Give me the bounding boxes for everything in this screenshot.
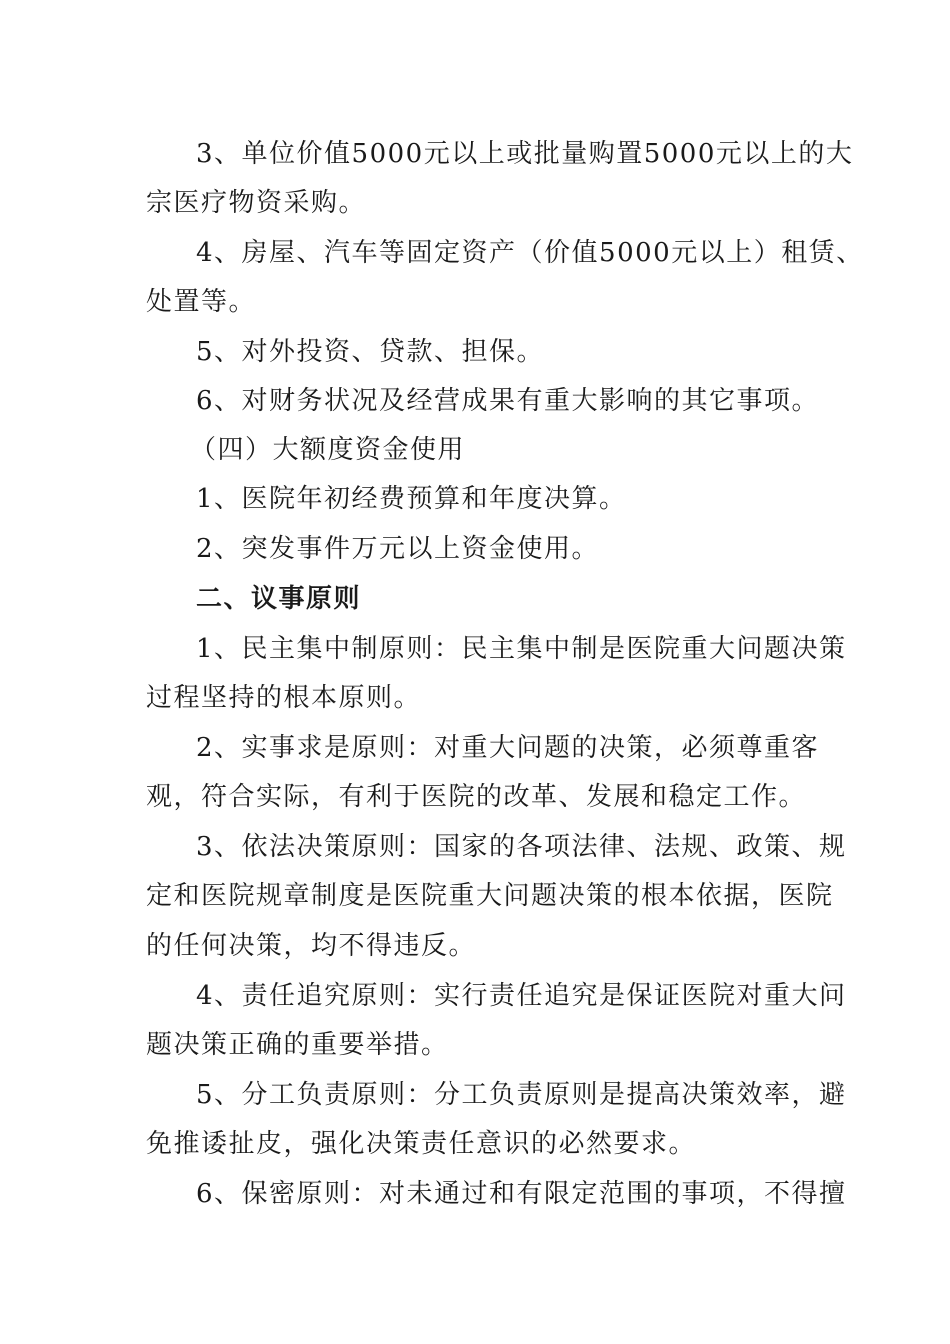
text-line: 1、医院年初经费预算和年度决算。 [196, 484, 627, 514]
text-line: 4、房屋、汽车等固定资产（价值5000元以上）租赁、 [196, 238, 864, 268]
text-line: 6、保密原则：对未通过和有限定范围的事项，不得擅 [196, 1179, 847, 1209]
text-line: 4、责任追究原则：实行责任追究是保证医院对重大问 [196, 981, 847, 1011]
subsection-heading: （四）大额度资金使用 [190, 435, 466, 465]
text-line: 2、实事求是原则：对重大问题的决策，必须尊重客 [196, 733, 820, 763]
text-line: 3、单位价值5000元以上或批量购置5000元以上的大 [196, 139, 854, 169]
text-line: 免推诿扯皮，强化决策责任意识的必然要求。 [146, 1129, 697, 1159]
text-line: 5、分工负责原则：分工负责原则是提高决策效率，避 [196, 1080, 847, 1110]
section-heading: 二、议事原则 [196, 584, 362, 614]
text-line: 6、对财务状况及经营成果有重大影响的其它事项。 [196, 386, 820, 416]
text-line: 处置等。 [146, 287, 257, 317]
text-line: 1、民主集中制原则：民主集中制是医院重大问题决策 [196, 634, 847, 664]
text-line: 宗医疗物资采购。 [146, 188, 367, 218]
text-line: 观，符合实际，有利于医院的改革、发展和稳定工作。 [146, 782, 807, 812]
text-line: 3、依法决策原则：国家的各项法律、法规、政策、规 [196, 832, 847, 862]
text-line: 2、突发事件万元以上资金使用。 [196, 534, 600, 564]
text-line: 5、对外投资、贷款、担保。 [196, 337, 545, 367]
text-line: 的任何决策，均不得违反。 [146, 931, 477, 961]
text-line: 过程坚持的根本原则。 [146, 683, 422, 713]
text-line: 题决策正确的重要举措。 [146, 1030, 449, 1060]
text-line: 定和医院规章制度是医院重大问题决策的根本依据，医院 [146, 881, 834, 911]
